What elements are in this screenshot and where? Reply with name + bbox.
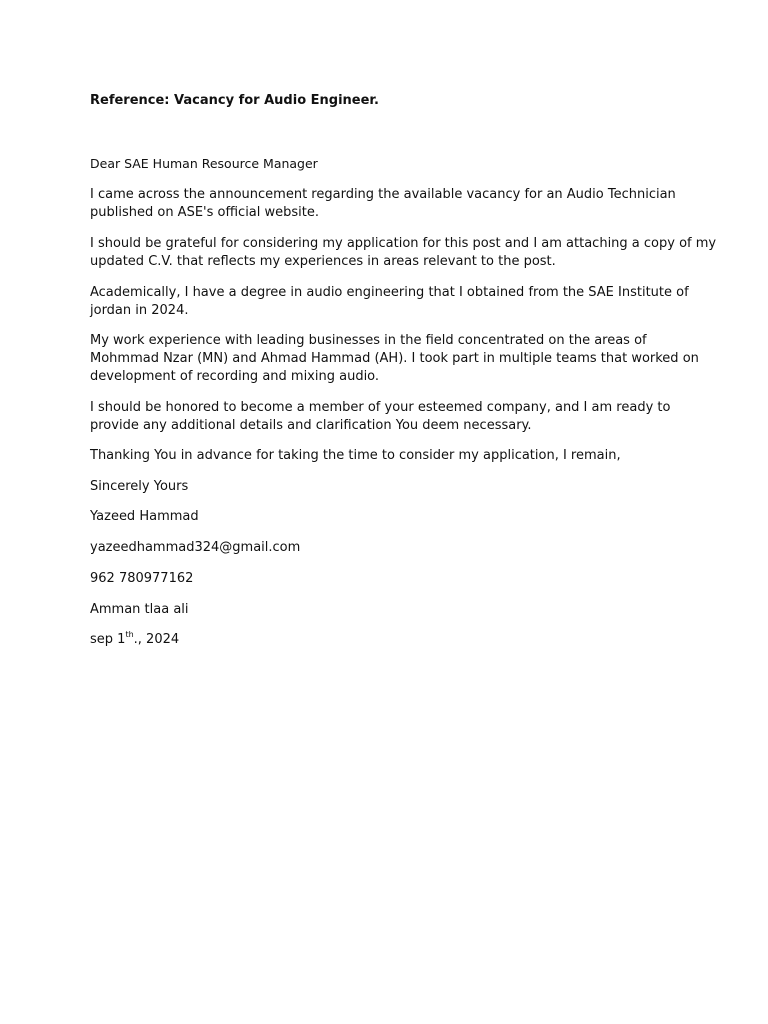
address: Amman tlaa ali <box>90 602 189 617</box>
paragraph-line: jordan in 2024. <box>90 303 189 318</box>
date-rest: ., 2024 <box>133 632 180 647</box>
date-prefix: sep 1 <box>90 632 126 647</box>
date-ordinal-suffix: th <box>125 629 134 639</box>
email-address: yazeedhammad324@gmail.com <box>90 540 301 555</box>
paragraph-line: My work experience with leading businesses in the field concentrated on the areas of <box>90 333 647 348</box>
paragraph-line: published on ASE's official website. <box>90 205 320 220</box>
signer-name: Yazeed Hammad <box>90 509 199 524</box>
paragraph-vacancy-announcement <box>90 186 680 222</box>
paragraph-availability <box>90 399 680 435</box>
paragraph-line: I came across the announcement regarding the available vacancy for an Audio Technician <box>90 187 676 202</box>
letter-date <box>90 631 680 649</box>
paragraph-line: Thanking You in advance for taking the time to consider my application, I remain, <box>90 448 621 463</box>
closing: Sincerely Yours <box>90 479 189 494</box>
reference-line: Reference: Vacancy for Audio Engineer. <box>90 93 379 108</box>
paragraph-work-experience <box>90 332 699 386</box>
paragraph-line: updated C.V. that reflects my experiences in areas relevant to the post. <box>90 254 556 269</box>
paragraph-thanks <box>90 447 680 465</box>
paragraph-education <box>90 284 689 320</box>
paragraph-application-request <box>90 235 717 271</box>
paragraph-line: I should be honored to become a member of your esteemed company, and I am ready to <box>90 400 671 415</box>
paragraph-line: development of recording and mixing audio. <box>90 369 380 384</box>
paragraph-line: Mohmmad Nzar (MN) and Ahmad Hammad (AH). I took part in multiple teams that worked on <box>90 351 699 366</box>
phone-number: 962 780977162 <box>90 571 194 586</box>
paragraph-line: I should be grateful for considering my application for this post and I am attaching a copy of my <box>90 236 717 251</box>
paragraph-line: Academically, I have a degree in audio engineering that I obtained from the SAE Institute of <box>90 285 689 300</box>
salutation: Dear SAE Human Resource Manager <box>90 156 318 171</box>
paragraph-line: provide any additional details and clarification You deem necessary. <box>90 418 532 433</box>
